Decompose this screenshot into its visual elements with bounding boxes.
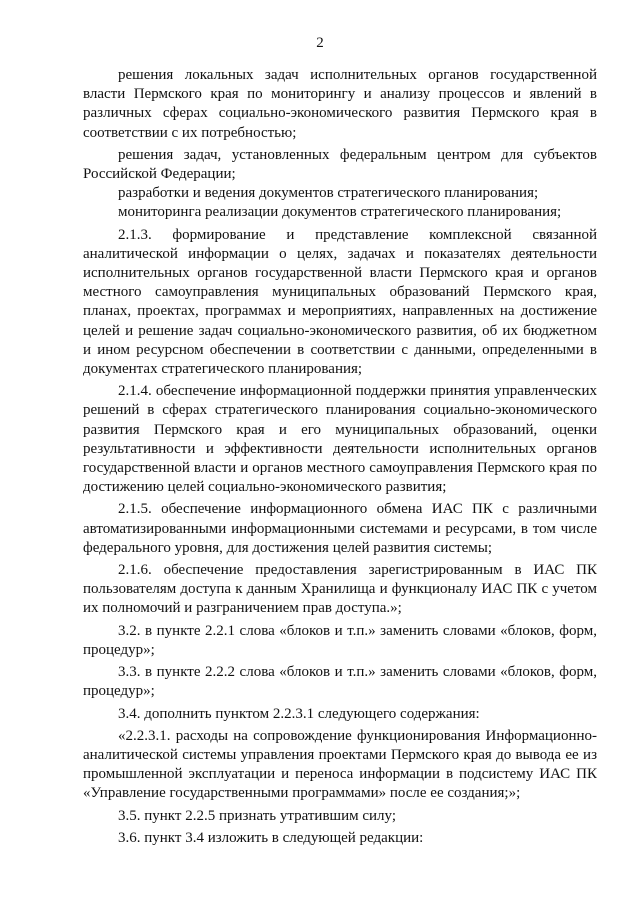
document-body: [83, 66, 597, 851]
paragraph-3-4: 3.4. дополнить пунктом 2.2.3.1 следующего содержания:: [118, 705, 480, 722]
paragraph-planning-documents: разработки и ведения документов стратегического планирования;: [118, 185, 539, 202]
paragraph-2-1-3: 2.1.3. формирование и представление комплексной связанной аналитической информации о целях, задачах и показателях деятельности исполнительных органов государственной власти Пермского края и органов местного самоуправления муниципальных образований Пермского края, планах, проектах, программах и мероприятиях, направленных на достижение целей и решение задач социально-экономического развития, об их бюджетном и ином ресурсном обеспечении в соответствии с данными, определенными в документах стратегического планирования;: [83, 226, 597, 378]
paragraph-2-2-3-1: «2.2.3.1. расходы на сопровождение функционирования Информационно-аналитической системы управления проектами Пермского края до вывода ее из промышленной эксплуатации и переноса информации в подсистему ИАС ПК «Управление государственными программами» после ее создания;»;: [83, 727, 597, 802]
paragraph-3-5: 3.5. пункт 2.2.5 признать утратившим силу;: [118, 807, 397, 824]
paragraph-3-6: 3.6. пункт 3.4 изложить в следующей редакции:: [118, 829, 424, 846]
paragraph-federal-tasks: решения задач, установленных федеральным центром для субъектов Российской Федерации;: [83, 146, 597, 183]
page-number: 2: [316, 35, 324, 51]
paragraph-monitoring-tasks: решения локальных задач исполнительных органов государственной власти Пермского края по мониторингу и анализу процессов и явлений в различных сферах социально-экономического развития Пермского края в соответствии с их потребностью;: [83, 67, 597, 141]
paragraph-2-1-6: 2.1.6. обеспечение предоставления зарегистрированным в ИАС ПК пользователям доступа к данным Хранилища и функционалу ИАС ПК с учетом их полномочий и разграничением прав доступа.»;: [83, 562, 597, 617]
paragraph-2-1-5: 2.1.5. обеспечение информационного обмена ИАС ПК с различными автоматизированными информационными системами и ресурсами, в том числе федерального уровня, для достижения целей развития системы;: [83, 501, 597, 556]
paragraph-planning-monitoring: мониторинга реализации документов стратегического планирования;: [118, 204, 562, 221]
paragraph-3-3: 3.3. в пункте 2.2.2 слова «блоков и т.п.» заменить словами «блоков, форм, процедур»;: [83, 664, 597, 700]
paragraph-3-2: 3.2. в пункте 2.2.1 слова «блоков и т.п.» заменить словами «блоков, форм, процедур»;: [83, 622, 597, 658]
paragraph-2-1-4: 2.1.4. обеспечение информационной поддержки принятия управленческих решений в сферах стратегического планирования социально-экономического развития Пермского края и его муниципальных образований, оценки результативности и эффективности деятельности исполнительных органов государственной власти и органов местного самоуправления Пермского края по достижению целей социально-экономического развития;: [83, 383, 597, 496]
